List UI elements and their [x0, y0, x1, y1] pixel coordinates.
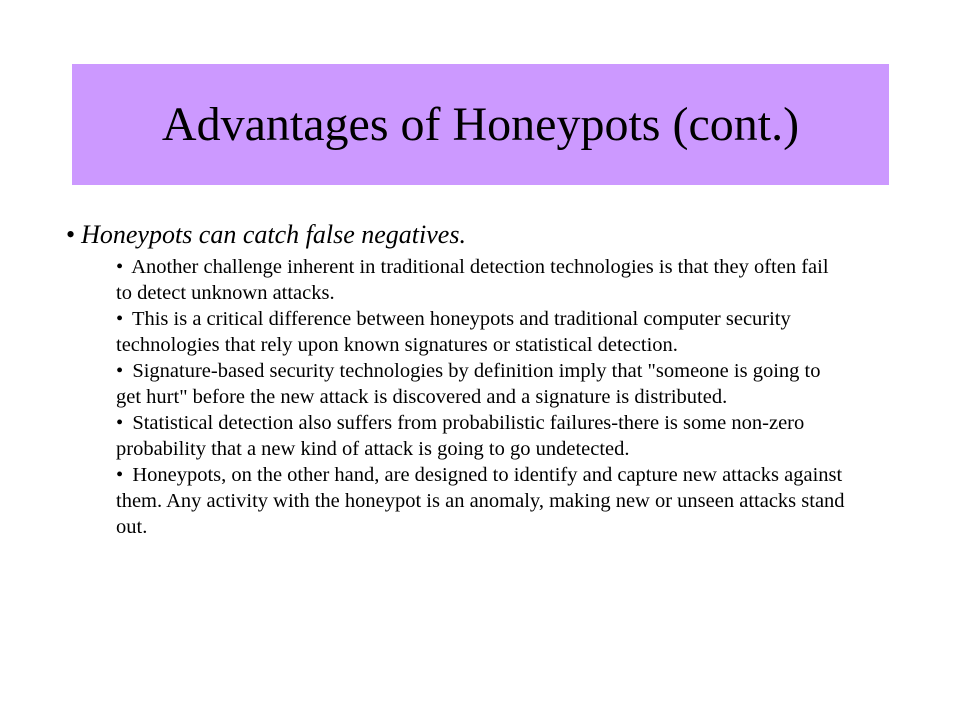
- bullet-marker: •: [66, 220, 76, 249]
- sub-bullet-4: [116, 410, 846, 462]
- bullet-marker: •: [116, 360, 124, 382]
- sub-bullet-text: This is a critical difference between honeypots and traditional computer security technologies that rely upon known signatures or statistical detection.: [116, 308, 791, 356]
- sub-bullet-2: [116, 306, 846, 358]
- bullet-marker: •: [116, 464, 124, 486]
- sub-bullet-text: Honeypots, on the other hand, are designed to identify and capture new attacks against them. Any activity with the honeypot is an anomaly, making new or unseen attacks stand out.: [116, 464, 845, 538]
- main-bullet: [66, 219, 896, 251]
- sub-bullet-list: [116, 254, 846, 540]
- title-banner: [72, 64, 889, 185]
- sub-bullet-text: Signature-based security technologies by definition imply that "someone is going to get hurt" before the new attack is discovered and a signature is distributed.: [116, 360, 821, 408]
- sub-bullet-text: Statistical detection also suffers from probabilistic failures-there is some non-zero probability that a new kind of attack is going to go undetected.: [116, 412, 805, 460]
- sub-bullet-text: Another challenge inherent in traditional detection technologies is that they often fail to detect unknown attacks.: [116, 256, 829, 304]
- slide-title: Advantages of Honeypots (cont.): [161, 97, 800, 151]
- sub-bullet-5: [116, 462, 846, 540]
- sub-bullet-3: [116, 358, 846, 410]
- bullet-marker: •: [116, 412, 124, 434]
- main-bullet-text: Honeypots can catch false negatives.: [81, 220, 466, 249]
- bullet-marker: •: [116, 308, 124, 330]
- bullet-marker: •: [116, 256, 124, 278]
- sub-bullet-1: [116, 254, 846, 306]
